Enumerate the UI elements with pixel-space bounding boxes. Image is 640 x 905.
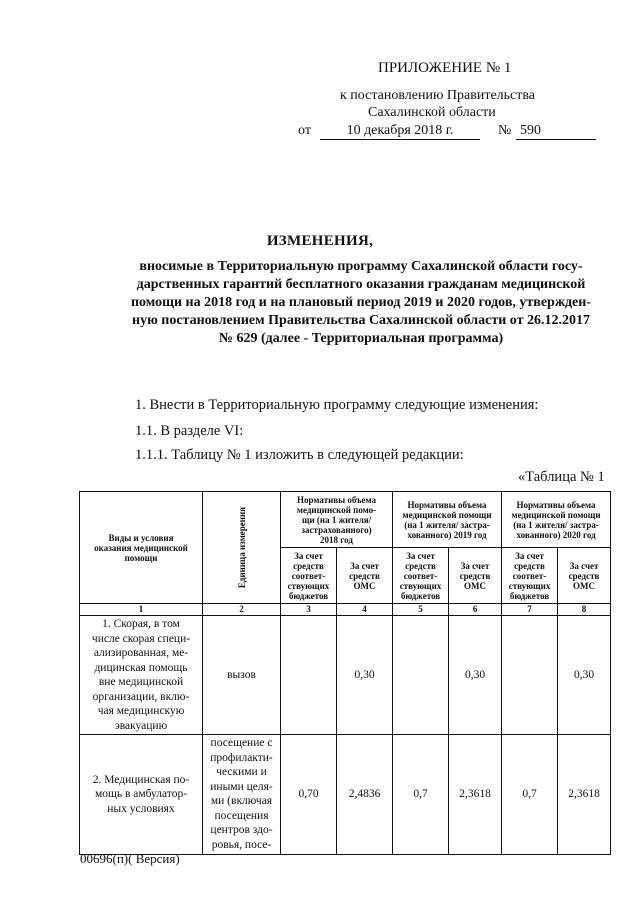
document-subtitle — [118, 258, 604, 348]
table-header-row — [80, 492, 611, 548]
value-cell: 2,4836 — [337, 735, 393, 855]
value-cell: 2,3618 — [558, 735, 611, 855]
subheader-oms-2020: За счет средств ОМС — [558, 548, 611, 604]
value-cell — [393, 616, 449, 735]
document-footer-code: 00696(п)( Версия) — [80, 851, 180, 866]
subheader-budget-2018: За счет средств соответ- ствующих бюджетов — [281, 548, 337, 604]
appendix-date-row — [298, 123, 598, 143]
subtitle-line: помощи на 2018 год и на плановый период 2019 и 2020 годов, утвержден- — [130, 295, 591, 310]
value-cell — [502, 616, 558, 735]
column-number: 2 — [203, 604, 281, 616]
subtitle-line: ную постановлением Правительства Сахалинской области от 26.12.2017 — [132, 313, 590, 328]
header-2018: Нормативы объема медицинской помо- щи (на 1 жителя/ застрахованного) 2018 год — [281, 492, 393, 548]
document-title: ИЗМЕНЕНИЯ, — [266, 233, 374, 249]
subheader-oms-2018: За счет средств ОМС — [337, 548, 393, 604]
appendix-line-2: Сахалинской области — [368, 105, 496, 120]
value-cell: 0,30 — [337, 616, 393, 735]
paragraph-1: 1. Внести в Территориальную программу следующие изменения: — [135, 397, 539, 413]
subtitle-line: вносимые в Территориальную программу Сахалинской области госу- — [139, 259, 583, 274]
value-cell: 0,7 — [393, 735, 449, 855]
column-number-row — [80, 604, 611, 616]
column-number: 8 — [558, 604, 611, 616]
subtitle-line: дарственных гарантий бесплатного оказания гражданам медицинской — [136, 277, 586, 292]
number-label: № — [498, 123, 512, 138]
from-label: от — [298, 123, 311, 138]
value-cell: 0,70 — [281, 735, 337, 855]
appendix-title: ПРИЛОЖЕНИЕ № 1 — [378, 60, 512, 76]
paragraph-1-1-1: 1.1.1. Таблицу № 1 изложить в следующей редакции: — [135, 447, 464, 463]
paragraph-1-1: 1.1. В разделе VI: — [135, 423, 244, 439]
care-type-cell: 2. Медицинская по- мощь в амбулатор- ных условиях — [80, 735, 203, 855]
value-cell: 2,3618 — [449, 735, 502, 855]
column-number: 6 — [449, 604, 502, 616]
subheader-budget-2020: За счет средств соответ- ствующих бюджетов — [502, 548, 558, 604]
unit-cell: вызов — [203, 616, 281, 735]
column-number: 5 — [393, 604, 449, 616]
table-row — [80, 616, 611, 735]
value-cell: 0,30 — [449, 616, 502, 735]
value-cell — [281, 616, 337, 735]
value-cell: 0,30 — [558, 616, 611, 735]
column-number: 1 — [80, 604, 203, 616]
header-unit: Единица измерения — [203, 492, 281, 604]
subtitle-line: № 629 (далее - Территориальная программа) — [218, 331, 504, 346]
header-care-types: Виды и условия оказания медицинской помощи — [80, 492, 203, 604]
norms-table — [79, 491, 611, 855]
header-2019: Нормативы объема медицинской помощи (на 1 жителя/ застра- хованного) 2019 год — [393, 492, 502, 548]
value-cell: 0,7 — [502, 735, 558, 855]
table-caption: «Таблица № 1 — [518, 469, 605, 485]
column-number: 3 — [281, 604, 337, 616]
decree-date: 10 декабря 2018 г. — [320, 123, 480, 140]
unit-cell: посещение с профилакти- ческими и иными целя- ми (включая посещения центров здо- ровья, посе- — [203, 735, 281, 855]
header-2020: Нормативы объема медицинской помощи (на 1 жителя/ застра- хованного) 2020 год — [502, 492, 611, 548]
appendix-line-1: к постановлению Правительства — [340, 88, 536, 103]
column-number: 7 — [502, 604, 558, 616]
decree-number: 590 — [516, 123, 596, 140]
care-type-cell: 1. Скорая, в том числе скорая специ- ализированная, ме- дицинская помощь вне медицинской организации, вклю- чая медицинскую эвакуацию — [80, 616, 203, 735]
column-number: 4 — [337, 604, 393, 616]
subheader-oms-2019: За счет средств ОМС — [449, 548, 502, 604]
subheader-budget-2019: За счет средств соответ- ствующих бюджетов — [393, 548, 449, 604]
table-row — [80, 735, 611, 855]
